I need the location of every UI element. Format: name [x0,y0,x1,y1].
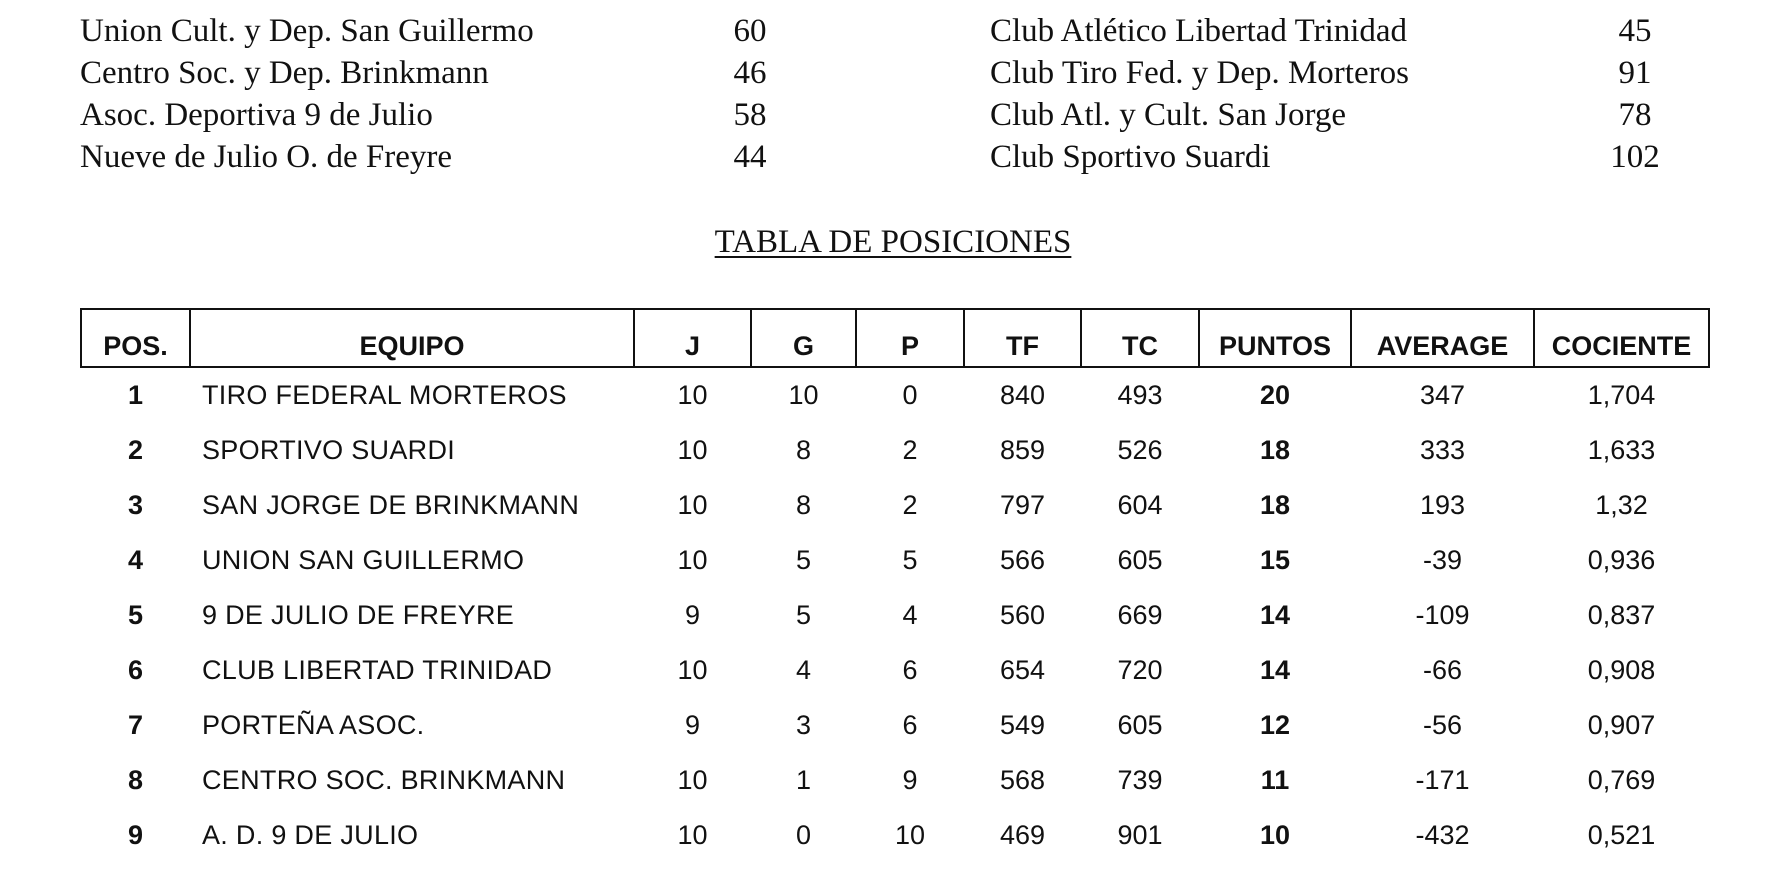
cell-j: 10 [677,545,708,575]
cell-g: 1 [795,765,812,795]
table-row [81,698,1709,753]
cell-p: 2 [902,435,918,465]
result-team: Club Sportivo Suardi [990,139,1271,175]
cell-pos: 9 [127,820,144,850]
cell-tf: 654 [999,655,1046,685]
result-team: Union Cult. y Dep. San Guillermo [80,13,534,49]
result-team: Club Atlético Libertad Trinidad [990,13,1408,49]
cell-pos: 6 [127,655,144,685]
cell-cociente: 0,521 [1587,820,1656,850]
cell-tc: 605 [1117,545,1163,575]
result-score: 44 [733,139,767,175]
table-row [81,533,1709,588]
table-row [81,588,1709,643]
cell-equipo: 9 DE JULIO DE FREYRE [202,600,515,630]
cell-g: 4 [795,655,812,685]
cell-cociente: 0,769 [1587,765,1656,795]
cell-j: 9 [684,600,701,630]
cell-p: 10 [894,820,926,850]
cell-tf: 840 [999,380,1046,410]
header-tf: TF [964,309,1081,367]
header-average: AVERAGE [1351,309,1534,367]
result-row [80,136,1660,178]
cell-tc: 901 [1117,820,1163,850]
cell-g: 0 [795,820,812,850]
table-row [81,423,1709,478]
header-pos: POS. [81,309,190,367]
cell-average: -66 [1422,655,1463,685]
cell-g: 10 [788,380,819,410]
cell-tc: 739 [1117,765,1163,795]
cell-equipo: CENTRO SOC. BRINKMANN [202,765,566,795]
cell-cociente: 1,32 [1595,490,1648,520]
cell-equipo: TIRO FEDERAL MORTEROS [202,380,567,410]
result-team: Club Tiro Fed. y Dep. Morteros [990,55,1409,91]
cell-j: 10 [677,820,708,850]
cell-j: 10 [677,765,708,795]
cell-tf: 568 [999,765,1046,795]
cell-equipo: PORTEÑA ASOC. [202,710,425,740]
cell-puntos: 10 [1259,820,1291,850]
result-score: 46 [733,55,767,91]
cell-average: -109 [1415,600,1470,630]
cell-j: 10 [677,380,708,410]
cell-puntos: 14 [1259,655,1291,685]
cell-puntos: 15 [1259,545,1291,575]
cell-j: 9 [684,710,701,740]
result-row [80,10,1660,52]
cell-pos: 2 [127,435,144,465]
cell-pos: 7 [127,710,144,740]
cell-tc: 604 [1117,490,1163,520]
cell-average: 333 [1419,435,1466,465]
cell-puntos: 20 [1259,380,1291,410]
cell-puntos: 14 [1259,600,1291,630]
cell-average: 347 [1419,380,1466,410]
cell-tc: 605 [1117,710,1163,740]
cell-j: 10 [677,435,708,465]
cell-average: -39 [1422,545,1463,575]
header-j: J [634,309,751,367]
standings-header-row [81,309,1709,367]
cell-tf: 566 [999,545,1046,575]
cell-p: 2 [902,490,918,520]
cell-average: -171 [1415,765,1470,795]
cell-pos: 3 [127,490,144,520]
cell-tf: 549 [999,710,1046,740]
cell-tf: 560 [999,600,1046,630]
standings-title-text: TABLA DE POSICIONES [714,224,1072,260]
cell-cociente: 1,704 [1587,380,1656,410]
result-team: Centro Soc. y Dep. Brinkmann [80,55,489,91]
table-row [81,367,1709,423]
cell-puntos: 11 [1260,765,1290,795]
cell-equipo: CLUB LIBERTAD TRINIDAD [202,655,553,685]
header-tc: TC [1081,309,1199,367]
result-team: Club Atl. y Cult. San Jorge [990,97,1347,133]
cell-pos: 1 [127,380,144,410]
cell-j: 10 [677,655,708,685]
cell-tc: 526 [1117,435,1163,465]
cell-equipo: UNION SAN GUILLERMO [202,545,525,575]
table-row [81,808,1709,863]
cell-equipo: A. D. 9 DE JULIO [202,820,419,850]
cell-g: 8 [795,435,812,465]
header-equipo: EQUIPO [190,309,634,367]
header-puntos: PUNTOS [1199,309,1351,367]
cell-p: 6 [902,710,918,740]
cell-tc: 669 [1117,600,1163,630]
result-score: 58 [733,97,767,133]
cell-cociente: 0,907 [1587,710,1656,740]
result-score: 102 [1610,139,1660,175]
result-team: Nueve de Julio O. de Freyre [80,139,453,175]
cell-cociente: 0,908 [1587,655,1656,685]
table-row [81,478,1709,533]
cell-tc: 493 [1117,380,1163,410]
cell-cociente: 0,936 [1587,545,1656,575]
cell-puntos: 18 [1259,490,1291,520]
cell-equipo: SAN JORGE DE BRINKMANN [202,490,580,520]
standings-table [80,308,1710,863]
cell-tf: 859 [999,435,1046,465]
cell-p: 4 [902,600,918,630]
cell-puntos: 18 [1259,435,1291,465]
result-row [80,94,1660,136]
cell-g: 3 [795,710,812,740]
result-score: 60 [733,13,767,49]
cell-average: -432 [1415,820,1470,850]
cell-average: 193 [1419,490,1466,520]
cell-puntos: 12 [1259,710,1291,740]
cell-g: 8 [795,490,812,520]
cell-equipo: SPORTIVO SUARDI [202,435,456,465]
cell-tf: 469 [999,820,1046,850]
cell-g: 5 [795,600,812,630]
cell-pos: 5 [127,600,144,630]
header-p: P [856,309,964,367]
match-results [80,10,1660,185]
table-row [81,643,1709,698]
standings-title [0,222,1786,262]
result-score: 91 [1618,55,1652,91]
cell-p: 9 [902,765,918,795]
header-cociente: COCIENTE [1534,309,1709,367]
result-team: Asoc. Deportiva 9 de Julio [80,97,433,133]
cell-tc: 720 [1117,655,1163,685]
cell-j: 10 [677,490,708,520]
cell-p: 0 [902,380,918,410]
cell-p: 5 [902,545,918,575]
cell-p: 6 [902,655,918,685]
cell-pos: 8 [127,765,144,795]
result-score: 45 [1618,13,1652,49]
cell-cociente: 0,837 [1587,600,1656,630]
table-row [81,753,1709,808]
result-row [80,52,1660,94]
cell-cociente: 1,633 [1587,435,1656,465]
cell-pos: 4 [127,545,144,575]
header-g: G [751,309,856,367]
cell-g: 5 [795,545,812,575]
cell-tf: 797 [999,490,1046,520]
cell-average: -56 [1422,710,1463,740]
result-score: 78 [1618,97,1652,133]
